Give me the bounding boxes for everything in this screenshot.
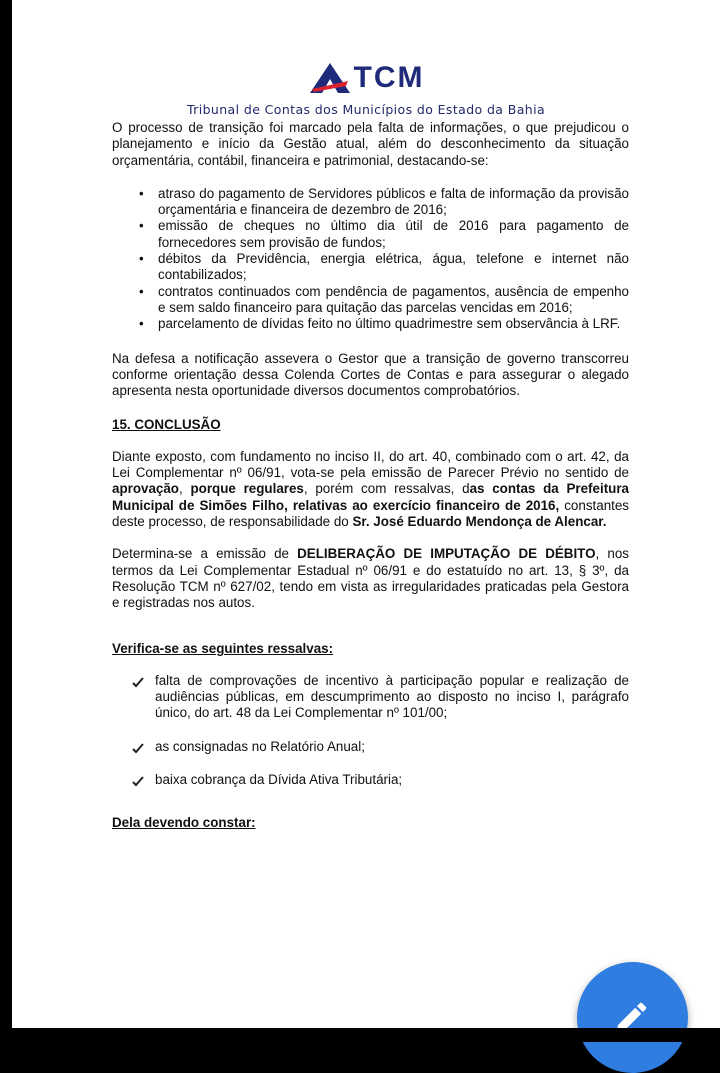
document-body	[112, 120, 629, 832]
document-page	[12, 0, 720, 1028]
list-item: • débitos da Previdência, energia elétrica, água, telefone e internet não contabilizados;	[112, 251, 629, 284]
conclusion-text: ,	[179, 481, 191, 497]
check-icon	[131, 741, 145, 755]
logo-text: TCM	[353, 61, 425, 94]
list-item: • emissão de cheques no último dia útil de 2016 para pagamento de fornecedores sem provisão de fundos;	[112, 218, 629, 251]
conclusion-bold-approval: aprovação	[112, 481, 179, 497]
conclusion-paragraph	[112, 449, 629, 530]
determination-bold: DELIBERAÇÃO DE IMPUTAÇÃO DE DÉBITO	[297, 546, 596, 562]
bottom-bar	[0, 1028, 720, 1042]
tcm-logo	[308, 58, 425, 98]
list-item	[112, 739, 629, 755]
intro-paragraph: O processo de transição foi marcado pela falta de informações, o que prejudicou o planejamento e início da Gestão atual, além do desconhecimento da situação orçamentária, contábil, financeira e patrimonial, destacando-se:	[112, 120, 629, 168]
transition-issues-list	[112, 186, 629, 333]
conclusion-heading: 15. CONCLUSÃO	[112, 417, 221, 433]
determination-paragraph	[112, 546, 629, 611]
ressalvas-list	[112, 673, 629, 788]
check-icon	[131, 675, 145, 689]
determination-text: , nos termos da Lei Complementar Estadual nº 06/91 e do estatuído no art. 13, § 3º, da Resolução TCM nº 627/02, tendo em vista as irregularidades praticadas pela Gestora e registradas nos autos.	[112, 546, 629, 611]
ressalva-text: falta de comprovações de incentivo à participação popular e realização de audiências públicas, em descumprimento ao disposto no inciso I, parágrafo único, do art. 48 da Lei Complementar nº 101/00;	[155, 672, 629, 721]
ressalvas-heading: Verifica-se as seguintes ressalvas:	[112, 641, 334, 657]
document-header	[12, 58, 720, 117]
ressalva-text: as consignadas no Relatório Anual;	[155, 738, 365, 754]
tcm-logo-icon	[308, 61, 352, 95]
check-icon	[131, 774, 145, 788]
conclusion-text: constantes deste processo, de responsabilidade do	[112, 497, 630, 529]
list-item: • parcelamento de dívidas feito no último quadrimestre sem observância à LRF.	[112, 316, 629, 332]
conclusion-text: , porém com ressalvas, d	[303, 481, 470, 497]
list-item	[112, 673, 629, 722]
conclusion-bold-accounts: as contas da Prefeitura Municipal de Simões Filho, relativas ao exercício financeiro de 2016,	[112, 481, 629, 513]
edit-fab-button[interactable]	[577, 962, 688, 1073]
list-item	[112, 772, 629, 788]
list-item: • atraso do pagamento de Servidores públicos e falta de informação da provisão orçamentária e financeira de dezembro de 2016;	[112, 186, 629, 219]
conclusion-bold-regular: porque regulares	[190, 481, 304, 497]
conclusion-text: Diante exposto, com fundamento no inciso II, do art. 40, combinado com o art. 42, da Lei Complementar nº 06/91, vota-se pela emissão de Parecer Prévio no sentido de	[112, 448, 629, 481]
dela-heading: Dela devendo constar:	[112, 815, 256, 831]
conclusion-bold-responsible: Sr. José Eduardo Mendonça de Alencar.	[352, 513, 607, 529]
defense-paragraph: Na defesa a notificação assevera o Gestor que a transição de governo transcorreu conforme orientação dessa Colenda Cortes de Contas e para assegurar o alegado apresenta nesta oportunidade diversos documentos comprobatórios.	[112, 350, 629, 399]
header-subtitle: Tribunal de Contas dos Municípios do Estado da Bahia	[186, 102, 546, 117]
list-item: • contratos continuados com pendência de pagamentos, ausência de empenho e sem saldo financeiro para quitação das parcelas vencidas em 2016;	[112, 284, 629, 317]
ressalva-text: baixa cobrança da Dívida Ativa Tributária;	[155, 771, 403, 787]
determination-text: Determina-se a emissão de	[112, 546, 298, 562]
